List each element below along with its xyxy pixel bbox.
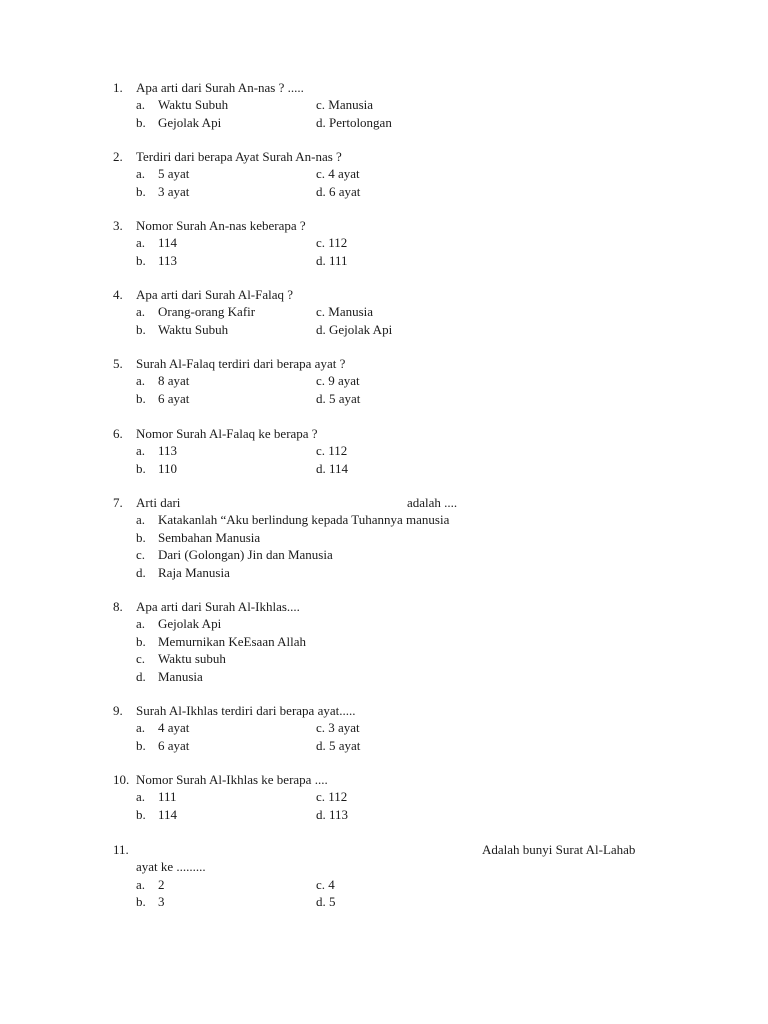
option-letter: b. — [136, 806, 146, 822]
question-5 — [0, 355, 768, 407]
option-row — [0, 234, 768, 251]
option-letter: b. — [136, 737, 146, 753]
option-row — [0, 806, 768, 823]
option-letter: b. — [136, 894, 146, 910]
option-text-right: c. Manusia — [316, 304, 374, 320]
question-9 — [0, 702, 768, 754]
option-text-right: c. Manusia — [316, 97, 374, 113]
option-text: 3 ayat — [158, 183, 190, 199]
option-text: 113 — [158, 443, 178, 459]
option-letter: a. — [136, 512, 146, 528]
option-text: Waktu subuh — [158, 651, 226, 667]
question-4 — [0, 286, 768, 338]
question-number: 5. — [113, 356, 123, 371]
option-letter: b. — [136, 183, 146, 199]
question-7 — [0, 494, 768, 581]
question-number: 8. — [113, 599, 123, 614]
option-text-right: c. 9 ayat — [316, 373, 360, 389]
option-text-right: d. 5 ayat — [316, 737, 361, 753]
option-row — [0, 529, 768, 546]
question-text-tail: Adalah bunyi Surat Al-Lahab — [482, 842, 636, 857]
option-row — [0, 460, 768, 477]
option-text: 111 — [158, 789, 177, 805]
option-letter: a. — [136, 616, 146, 632]
question-number: 2. — [113, 149, 123, 164]
question-text: Arti dari — [136, 495, 181, 510]
option-letter: b. — [136, 114, 146, 130]
option-text: 113 — [158, 252, 178, 268]
option-text: Waktu Subuh — [158, 97, 229, 113]
option-text-right: c. 3 ayat — [316, 720, 360, 736]
question-text: Nomor Surah Al-Ikhlas ke berapa .... — [136, 772, 328, 787]
option-letter: a. — [136, 443, 146, 459]
option-text: Raja Manusia — [158, 564, 230, 580]
option-letter: a. — [136, 876, 146, 892]
option-letter: a. — [136, 235, 146, 251]
question-2 — [0, 148, 768, 200]
option-row — [0, 564, 768, 581]
option-text: 4 ayat — [158, 720, 190, 736]
option-text-right: d. 113 — [316, 806, 349, 822]
option-letter: b. — [136, 252, 146, 268]
option-letter: c. — [136, 547, 146, 563]
option-row — [0, 615, 768, 632]
option-row — [0, 650, 768, 667]
option-text-right: c. 4 ayat — [316, 166, 360, 182]
option-text: Dari (Golongan) Jin dan Manusia — [158, 547, 333, 563]
option-letter: a. — [136, 97, 146, 113]
question-text-tail: adalah .... — [407, 495, 458, 510]
option-text-right: c. 4 — [316, 876, 335, 892]
option-letter: b. — [136, 529, 146, 545]
option-letter: a. — [136, 789, 146, 805]
option-row — [0, 737, 768, 754]
option-row — [0, 546, 768, 563]
option-text: 114 — [158, 806, 178, 822]
option-text-right: d. Pertolongan — [316, 114, 392, 130]
option-row — [0, 442, 768, 459]
option-row — [0, 372, 768, 389]
option-text: Memurnikan KeEsaan Allah — [158, 633, 307, 649]
option-row — [0, 390, 768, 407]
option-text: 5 ayat — [158, 166, 190, 182]
question-number: 9. — [113, 703, 123, 718]
question-text: Terdiri dari berapa Ayat Surah An-nas ? — [136, 149, 342, 164]
option-letter: a. — [136, 166, 146, 182]
question-text: Apa arti dari Surah An-nas ? ..... — [136, 80, 304, 95]
option-letter: b. — [136, 633, 146, 649]
question-10 — [0, 771, 768, 823]
option-text: 6 ayat — [158, 390, 190, 406]
question-text-continuation: ayat ke ......... — [136, 859, 206, 875]
option-text-right: d. 6 ayat — [316, 183, 361, 199]
option-row — [0, 321, 768, 338]
option-row — [0, 788, 768, 805]
option-letter: d. — [136, 668, 146, 684]
question-text: Surah Al-Ikhlas terdiri dari berapa ayat..... — [136, 703, 356, 718]
question-11 — [0, 841, 768, 911]
option-text: 110 — [158, 460, 178, 476]
option-text: 114 — [158, 235, 178, 251]
question-number: 4. — [113, 287, 123, 302]
option-row — [0, 96, 768, 113]
option-letter: b. — [136, 321, 146, 337]
option-text-right: c. 112 — [316, 443, 348, 459]
question-number: 11. — [113, 842, 129, 857]
question-number: 10. — [113, 772, 130, 787]
option-letter: b. — [136, 460, 146, 476]
option-text: 3 — [158, 894, 165, 910]
question-1 — [0, 79, 768, 131]
option-row — [0, 511, 768, 528]
option-row — [0, 876, 768, 893]
question-number: 1. — [113, 80, 123, 95]
option-letter: c. — [136, 651, 146, 667]
question-text: Apa arti dari Surah Al-Falaq ? — [136, 287, 294, 302]
option-letter: d. — [136, 564, 146, 580]
option-text: 6 ayat — [158, 737, 190, 753]
option-text-right: d. 114 — [316, 460, 349, 476]
option-text: Gejolak Api — [158, 616, 222, 632]
option-text: Orang-orang Kafir — [158, 304, 256, 320]
question-number: 3. — [113, 218, 123, 233]
question-text: Nomor Surah Al-Falaq ke berapa ? — [136, 426, 318, 441]
option-text: 2 — [158, 876, 165, 892]
option-text: Manusia — [158, 668, 203, 684]
question-text: Nomor Surah An-nas keberapa ? — [136, 218, 306, 233]
option-letter: a. — [136, 373, 146, 389]
question-6 — [0, 425, 768, 477]
option-text-right: c. 112 — [316, 235, 348, 251]
option-row — [0, 633, 768, 650]
option-text-right: c. 112 — [316, 789, 348, 805]
option-letter: a. — [136, 304, 146, 320]
option-text-right: d. 5 ayat — [316, 390, 361, 406]
option-row — [0, 165, 768, 182]
option-text: 8 ayat — [158, 373, 190, 389]
question-8 — [0, 598, 768, 685]
option-text-right: d. 111 — [316, 252, 348, 268]
option-row — [0, 183, 768, 200]
option-row — [0, 719, 768, 736]
option-row — [0, 252, 768, 269]
option-text: Gejolak Api — [158, 114, 222, 130]
option-letter: a. — [136, 720, 146, 736]
option-row — [0, 114, 768, 131]
option-letter: b. — [136, 390, 146, 406]
option-text: Katakanlah “Aku berlindung kepada Tuhannya manusia — [158, 512, 450, 528]
option-row — [0, 303, 768, 320]
option-text: Sembahan Manusia — [158, 529, 261, 545]
option-text-right: d. Gejolak Api — [316, 321, 393, 337]
question-text: Surah Al-Falaq terdiri dari berapa ayat ? — [136, 356, 346, 371]
question-number: 6. — [113, 426, 123, 441]
question-3 — [0, 217, 768, 269]
option-row — [0, 668, 768, 685]
option-text: Waktu Subuh — [158, 321, 229, 337]
option-text-right: d. 5 — [316, 894, 336, 910]
question-number: 7. — [113, 495, 123, 510]
question-text: Apa arti dari Surah Al-Ikhlas.... — [136, 599, 300, 614]
option-row — [0, 893, 768, 910]
